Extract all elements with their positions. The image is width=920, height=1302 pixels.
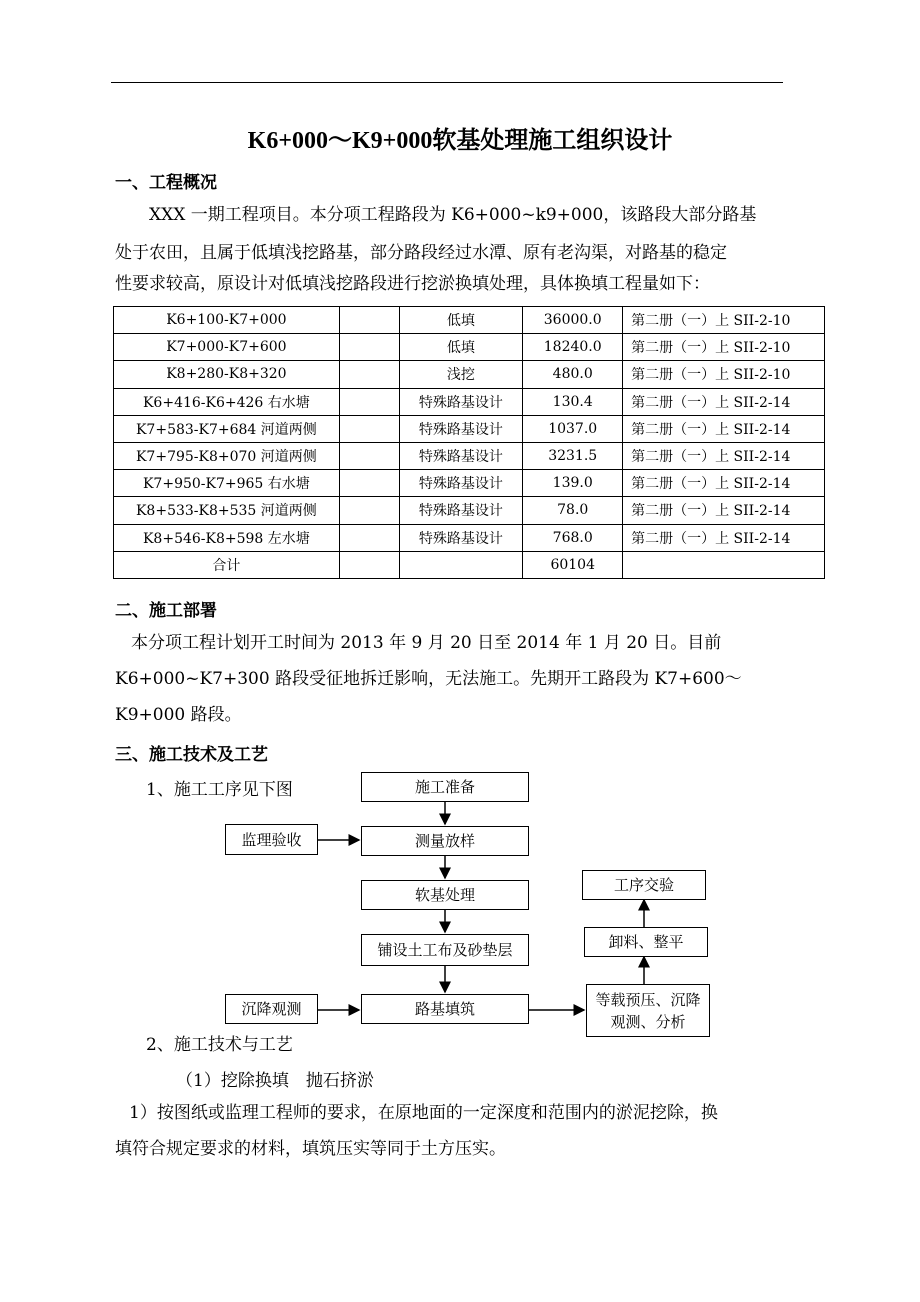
- section2-heading: 二、施工部署: [115, 601, 217, 621]
- flow-box-survey: 测量放样: [361, 826, 529, 856]
- flow-preload-line1: 等载预压、沉降: [595, 990, 701, 1009]
- table-cell: 60104: [523, 551, 623, 578]
- section2-line3: K9+000 路段。: [115, 705, 242, 725]
- table-cell: 浅挖: [399, 361, 523, 388]
- flow-preload-line2: 观测、分析: [610, 1012, 686, 1031]
- table-cell: 第二册（一）上 SII-2-10: [623, 307, 825, 334]
- table-cell: K8+546-K8+598 左水塘: [114, 524, 340, 551]
- table-cell: 480.0: [523, 361, 623, 388]
- table-cell: 18240.0: [523, 334, 623, 361]
- page-title: K6+000～K9+000软基处理施工组织设计: [247, 128, 673, 154]
- flowchart-caption: 1、施工工序见下图: [146, 780, 293, 800]
- section2-line2: K6+000~K7+300 路段受征地拆迁影响，无法施工。先期开工路段为 K7+600～: [115, 669, 742, 689]
- table-cell: 139.0: [523, 470, 623, 497]
- table-cell: 低填: [399, 307, 523, 334]
- section3-sub2: 2、施工技术与工艺: [146, 1035, 293, 1055]
- table-cell: 第二册（一）上 SII-2-10: [623, 361, 825, 388]
- table-cell: 3231.5: [523, 442, 623, 469]
- table-cell: K6+100-K7+000: [114, 307, 340, 334]
- table-cell: 特殊路基设计: [399, 442, 523, 469]
- flow-box-unload: 卸料、整平: [584, 927, 708, 957]
- section1-line2: 处于农田，且属于低填浅挖路基，部分路段经过水潭、原有老沟渠，对路基的稳定: [115, 243, 727, 263]
- table-cell: K8+280-K8+320: [114, 361, 340, 388]
- section2-line1: 本分项工程计划开工时间为 2013 年 9 月 20 日至 2014 年 1 月 20 日。目前: [131, 633, 722, 653]
- table-cell: K7+795-K8+070 河道两侧: [114, 442, 340, 469]
- flow-box-prepare: 施工准备: [361, 772, 529, 802]
- section3-heading: 三、施工技术及工艺: [115, 745, 268, 765]
- table-cell: 第二册（一）上 SII-2-14: [623, 524, 825, 551]
- table-cell: 特殊路基设计: [399, 497, 523, 524]
- table-cell: 特殊路基设计: [399, 415, 523, 442]
- table-cell: 第二册（一）上 SII-2-10: [623, 334, 825, 361]
- table-cell: 低填: [399, 334, 523, 361]
- flow-box-supervise: 监理验收: [225, 824, 318, 855]
- section1-line3: 性要求较高，原设计对低填浅挖路段进行挖淤换填处理，具体换填工程量如下：: [115, 274, 710, 294]
- table-cell: K6+416-K6+426 右水塘: [114, 388, 340, 415]
- table-cell: 第二册（一）上 SII-2-14: [623, 470, 825, 497]
- table-cell: 第二册（一）上 SII-2-14: [623, 442, 825, 469]
- section3-sub3: （1）挖除换填 抛石挤淤: [176, 1071, 374, 1091]
- flow-box-fill: 路基填筑: [361, 994, 529, 1024]
- table-cell: 特殊路基设计: [399, 524, 523, 551]
- table-cell: 768.0: [523, 524, 623, 551]
- section1-line1: XXX 一期工程项目。本分项工程路段为 K6+000~k9+000，该路段大部分路基: [149, 205, 757, 225]
- table-cell: 36000.0: [523, 307, 623, 334]
- flow-box-accept: 工序交验: [582, 870, 706, 900]
- table-cell: 1037.0: [523, 415, 623, 442]
- table-cell: 合计: [114, 551, 340, 578]
- flow-box-geotextile: 铺设土工布及砂垫层: [361, 934, 529, 966]
- flow-box-softbase: 软基处理: [361, 880, 529, 910]
- section3-line1: 1）按图纸或监理工程师的要求，在原地面的一定深度和范围内的淤泥挖除，换: [129, 1103, 718, 1123]
- table-cell: 第二册（一）上 SII-2-14: [623, 388, 825, 415]
- table-cell: 特殊路基设计: [399, 470, 523, 497]
- table-cell: K7+950-K7+965 右水塘: [114, 470, 340, 497]
- table-cell: K7+583-K7+684 河道两侧: [114, 415, 340, 442]
- section3-line2: 填符合规定要求的材料，填筑压实等同于土方压实。: [115, 1139, 506, 1159]
- flow-box-preload: [586, 984, 710, 1037]
- table-cell: K7+000-K7+600: [114, 334, 340, 361]
- table-cell: 特殊路基设计: [399, 388, 523, 415]
- flow-box-settle: 沉降观测: [225, 994, 318, 1024]
- table-cell: 78.0: [523, 497, 623, 524]
- table-cell: 130.4: [523, 388, 623, 415]
- table-cell: K8+533-K8+535 河道两侧: [114, 497, 340, 524]
- table-cell: 第二册（一）上 SII-2-14: [623, 497, 825, 524]
- section1-heading: 一、工程概况: [115, 173, 217, 193]
- table-cell: 第二册（一）上 SII-2-14: [623, 415, 825, 442]
